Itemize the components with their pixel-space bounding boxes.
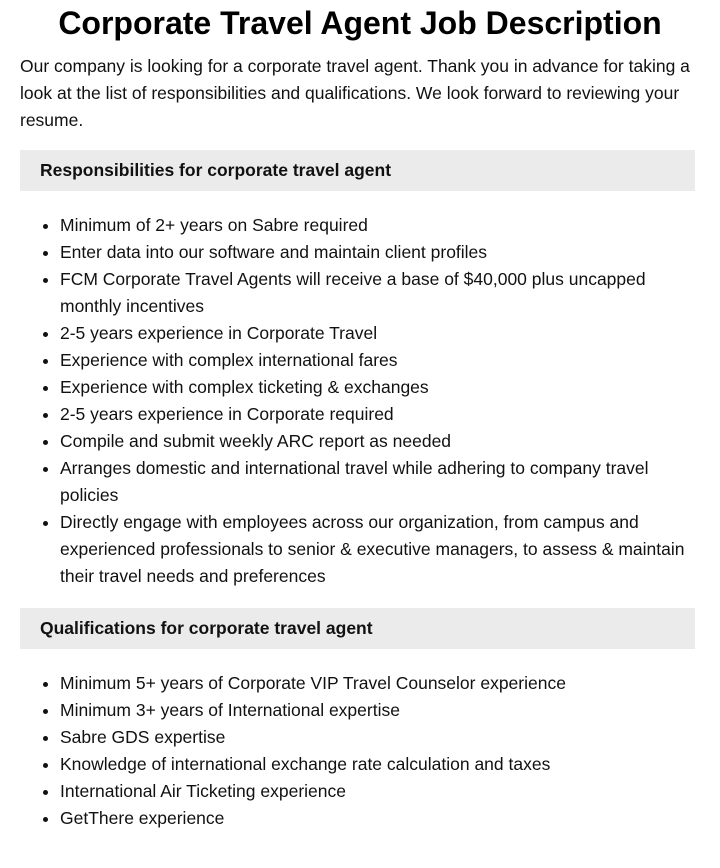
list-item: • Experience with complex ticketing & exchanges bbox=[60, 374, 695, 401]
list-item: • Knowledge of international exchange rate calculation and taxes bbox=[60, 751, 695, 778]
list-item: • Experience with complex international fares bbox=[60, 347, 695, 374]
responsibilities-heading: Responsibilities for corporate travel agent bbox=[20, 150, 695, 191]
list-item: • FCM Corporate Travel Agents will receive a base of $40,000 plus uncapped monthly incentives bbox=[60, 266, 695, 320]
list-item: • Minimum of 2+ years on Sabre required bbox=[60, 212, 695, 239]
qualifications-heading: Qualifications for corporate travel agent bbox=[20, 608, 695, 649]
list-item: • GetThere experience bbox=[60, 805, 695, 832]
list-item: • International Air Ticketing experience bbox=[60, 778, 695, 805]
list-item: • Enter data into our software and maintain client profiles bbox=[60, 239, 695, 266]
page-title: Corporate Travel Agent Job Description bbox=[58, 5, 662, 41]
list-item: • Directly engage with employees across our organization, from campus and experienced professionals to senior & executive managers, to assess & maintain their travel needs and preferences bbox=[60, 509, 695, 590]
list-item: • Arranges domestic and international travel while adhering to company travel policies bbox=[60, 455, 695, 509]
list-item: • Minimum 5+ years of Corporate VIP Travel Counselor experience bbox=[60, 670, 695, 697]
list-item: • Minimum 3+ years of International expertise bbox=[60, 697, 695, 724]
intro-paragraph: Our company is looking for a corporate travel agent. Thank you in advance for taking a look at the list of responsibilities and qualifications. We look forward to reviewing your resume. bbox=[20, 56, 690, 130]
list-item: • 2-5 years experience in Corporate required bbox=[60, 401, 695, 428]
list-item: • Compile and submit weekly ARC report as needed bbox=[60, 428, 695, 455]
list-item: • Sabre GDS expertise bbox=[60, 724, 695, 751]
list-item: • 2-5 years experience in Corporate Travel bbox=[60, 320, 695, 347]
responsibilities-list bbox=[20, 212, 695, 590]
qualifications-list bbox=[20, 670, 695, 832]
